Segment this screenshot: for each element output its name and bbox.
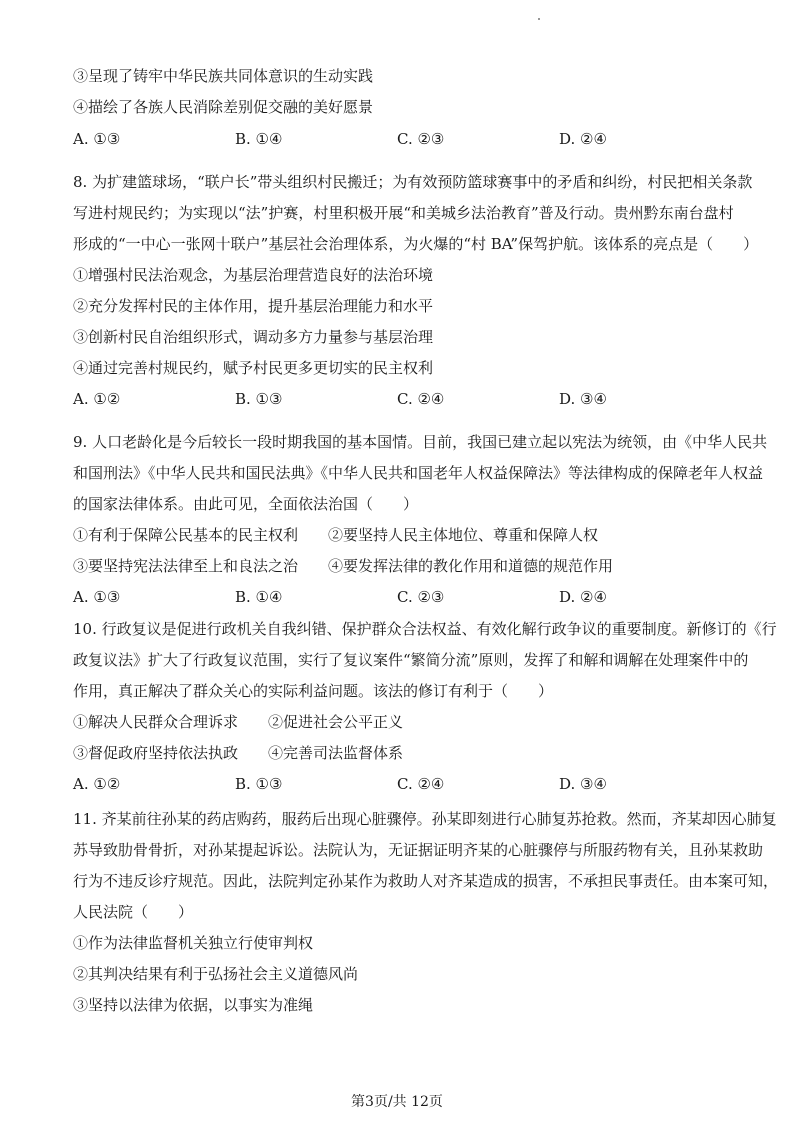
q10-options — [73, 774, 733, 794]
q10-option-a: A. ①② — [73, 775, 121, 793]
q8-option-a: A. ①② — [73, 390, 121, 408]
q11-stem-line-2: 苏导致肋骨骨折，对孙某提起诉讼。法院认为，无证据证明齐某的心脏骤停与所服药物有关，且孙某救助 — [73, 841, 764, 859]
q11-statement-1: ①作为法律监督机关独立行使审判权 — [73, 934, 314, 952]
q8-statement-2: ②充分发挥村民的主体作用，提升基层治理能力和水平 — [73, 297, 434, 315]
q9-option-b: B. ①④ — [235, 588, 283, 606]
q9-stem-line-3: 的国家法律体系。由此可见，全面依法治国（ ） — [73, 495, 419, 513]
q9-options — [73, 587, 733, 607]
q8-option-c: C. ②④ — [397, 390, 445, 408]
q11-stem-line-4: 人民法院（ ） — [73, 903, 194, 921]
q10-statements-3-4: ③督促政府坚持依法执政 ④完善司法监督体系 — [73, 744, 404, 762]
q9-option-a: A. ①③ — [73, 588, 121, 606]
q9-stem-line-2: 和国刑法》《中华人民共和国民法典》《中华人民共和国老年人权益保障法》等法律构成的保障老年人权益 — [73, 464, 764, 482]
q8-statement-4: ④通过完善村规民约，赋予村民更多更切实的民主权利 — [73, 359, 434, 377]
speck-mark — [538, 18, 540, 20]
q9-option-d: D. ②④ — [559, 588, 607, 606]
q11-stem-line-1: 11. 齐某前往孙某的药店购药，服药后出现心脏骤停。孙某即刻进行心肺复苏抢救。然而，齐某却因心肺复 — [73, 810, 777, 828]
q8-option-b: B. ①③ — [235, 390, 283, 408]
q7-option-c: C. ②③ — [397, 130, 445, 148]
q9-statements-3-4: ③要坚持宪法法律至上和良法之治 ④要发挥法律的教化作用和道德的规范作用 — [73, 557, 614, 575]
q11-statement-3: ③坚持以法律为依据，以事实为准绳 — [73, 996, 314, 1014]
q8-stem-line-3: 形成的“一中心一张网十联户”基层社会治理体系，为火爆的“村 BA”保驾护航。该体系的亮点是（ ） — [73, 235, 759, 253]
q9-statements-1-2: ①有利于保障公民基本的民主权利 ②要坚持人民主体地位、尊重和保障人权 — [73, 526, 599, 544]
q10-stem-line-1: 10. 行政复议是促进行政机关自我纠错、保护群众合法权益、有效化解行政争议的重要制度。新修订的《行 — [73, 620, 777, 638]
q7-option-a: A. ①③ — [73, 130, 121, 148]
q7-options — [73, 129, 733, 149]
q10-option-b: B. ①③ — [235, 775, 283, 793]
q8-statement-3: ③创新村民自治组织形式，调动多方力量参与基层治理 — [73, 328, 434, 346]
q7-option-d: D. ②④ — [559, 130, 607, 148]
q10-statements-1-2: ①解决人民群众合理诉求 ②促进社会公平正义 — [73, 713, 404, 731]
q10-stem-line-3: 作用，真正解决了群众关心的实际利益问题。该法的修订有利于（ ） — [73, 682, 554, 700]
q8-stem-line-1: 8. 为扩建篮球场，“联户长”带头组织村民搬迁；为有效预防篮球赛事中的矛盾和纠纷，村民把相关条款 — [73, 173, 753, 191]
q11-statement-2: ②其判决结果有利于弘扬社会主义道德风尚 — [73, 965, 359, 983]
q9-stem-line-1: 9. 人口老龄化是今后较长一段时期我国的基本国情。目前，我国已建立起以宪法为统领，由《中华人民共 — [73, 433, 768, 451]
q11-stem-line-3: 行为不违反诊疗规范。因此，法院判定孙某作为救助人对齐某造成的损害，不承担民事责任。由本案可知， — [73, 872, 779, 890]
q8-option-d: D. ③④ — [559, 390, 607, 408]
q10-option-d: D. ③④ — [559, 775, 607, 793]
q7-statement-4: ④描绘了各族人民消除差别促交融的美好愿景 — [73, 98, 374, 116]
q10-stem-line-2: 政复议法》扩大了行政复议范围，实行了复议案件“繁简分流”原则，发挥了和解和调解在处理案件中的 — [73, 651, 749, 669]
page-number: 第3页/共 12页 — [351, 1094, 443, 1110]
q10-option-c: C. ②④ — [397, 775, 445, 793]
q8-statement-1: ①增强村民法治观念，为基层治理营造良好的法治环境 — [73, 266, 434, 284]
q9-option-c: C. ②③ — [397, 588, 445, 606]
q8-stem-line-2: 写进村规民约；为实现以“法”护赛，村里积极开展“和美城乡法治教育”普及行动。贵州黔东南台盘村 — [73, 204, 734, 222]
q7-option-b: B. ①④ — [235, 130, 283, 148]
q7-statement-3: ③呈现了铸牢中华民族共同体意识的生动实践 — [73, 67, 374, 85]
q8-options — [73, 389, 733, 409]
